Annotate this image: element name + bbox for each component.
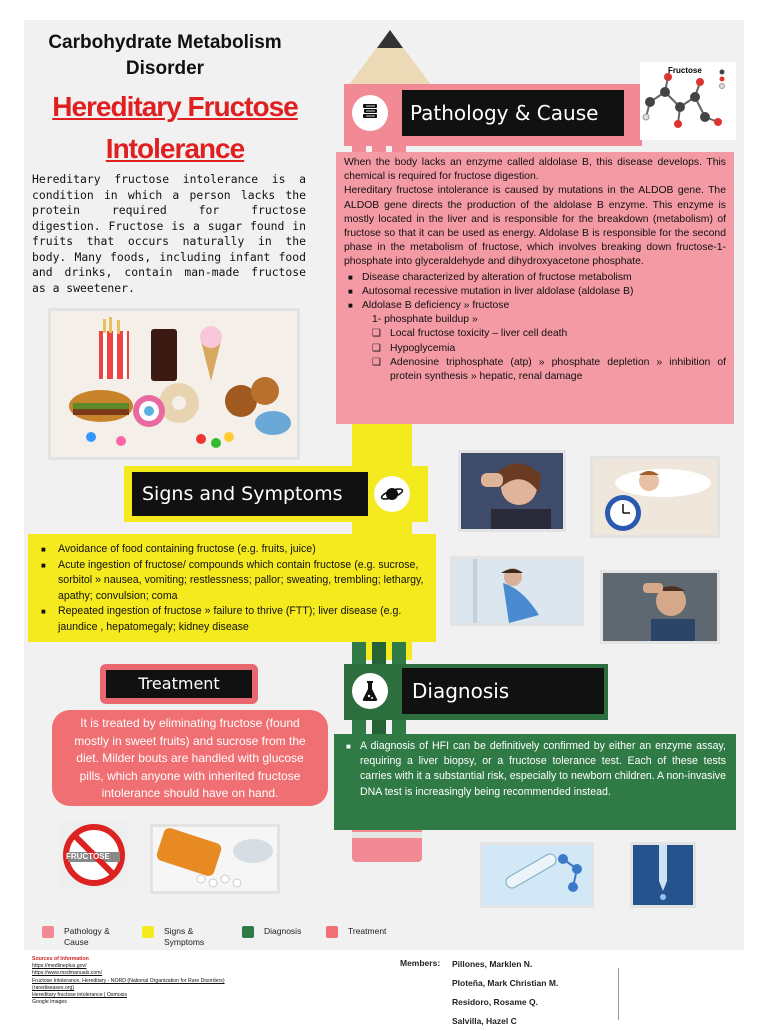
list-item: ■ Acute ingestion of fructose/ compounds which contain fructose (e.g. sucrose, sorbitol » nausea, vomiting; restlessness; pallor; sweating, trembling; lethargy, apathy; convulsion; coma	[38, 558, 426, 605]
list-item: 1- phosphate buildup »	[372, 314, 478, 326]
diagnosis-content	[334, 734, 736, 830]
page-subtitle: Hereditary Fructose Intolerance	[52, 91, 298, 164]
source-link[interactable]: Fructose Intolerance, Hereditary - NORD (National Organization for Rare Disorders) (rarediseases.org)	[32, 977, 225, 991]
diagnosis-title: Diagnosis	[402, 668, 604, 714]
source-link[interactable]: Hereditary fructose intolerance | Osmosis	[32, 992, 128, 999]
pathology-bullet-list	[344, 271, 726, 385]
checklist-item: ❑ Adenosine triphosphate (atp) » phosphate depletion » inhibition of protein synthesis » hepatic, renal damage	[344, 356, 726, 384]
source-link[interactable]: https://medlineplus.gov/	[32, 963, 87, 970]
no-fructose-sign	[60, 822, 128, 888]
members-label: Members:	[400, 958, 441, 968]
pencil-lead	[377, 30, 403, 48]
signs-content	[28, 534, 436, 642]
members-list	[452, 955, 558, 1031]
legend-item-treatment	[326, 926, 426, 938]
members-divider	[618, 968, 619, 1020]
signs-bullet-list	[38, 542, 426, 636]
pipette-photo	[630, 842, 696, 908]
list-item: ■ Repeated ingestion of fructose » failure to thrive (FTT); liver disease (e.g. jaundice , hepatomegaly; kidney disease	[38, 604, 426, 635]
list-item: ■ Autosomal recessive mutation in liver aldolase (aldolase B)	[344, 285, 726, 299]
source-text: Google images	[32, 999, 67, 1006]
legend-item-signs	[142, 926, 242, 948]
checklist-item: ❑ Local fructose toxicity – liver cell death	[344, 327, 726, 341]
legend-item-pathology	[42, 926, 142, 948]
legend-label: Pathology & Cause	[64, 926, 110, 947]
member-name: Ploteña, Mark Christian M.	[452, 978, 559, 988]
planet-icon	[374, 476, 410, 512]
pathology-paragraph-1: When the body lacks an enzyme called aldolase B, this disease develops. This chemical is required for fructose digestion.	[344, 157, 726, 183]
page-title: Carbohydrate Metabolism Disorder	[48, 32, 282, 79]
list-item: ■ Aldolase B deficiency » fructose	[344, 299, 726, 313]
source-link[interactable]: https://www.msdmanuals.com/	[32, 970, 103, 977]
diagnosis-bullet-list	[344, 739, 726, 800]
legend-label: Signs & Symptoms	[164, 926, 205, 947]
flask-icon	[352, 673, 388, 709]
glucose-pills-photo	[150, 824, 280, 894]
legend-swatch-treatment	[326, 926, 338, 938]
molecule-label: Fructose	[668, 66, 702, 75]
member-name: Salvilla, Hazel C	[452, 1016, 517, 1026]
legend-label: Treatment	[348, 926, 387, 936]
list-item: ■ Avoidance of food containing fructose (e.g. fruits, juice)	[38, 542, 426, 558]
legend-label: Diagnosis	[264, 926, 302, 936]
pathology-title: Pathology & Cause	[402, 90, 624, 136]
sources-heading: Sources of Information	[32, 956, 89, 962]
no-fructose-label: FRUCTOSE	[66, 852, 110, 861]
intro-paragraph: Hereditary fructose intolerance is a condition in which a person lacks the protein required for fructose digestion. Fructose is a sugar found in fruits that occurs naturally in the body. Many foods, including infant food and drinks, contain man-made fructose as a sweetener.	[32, 172, 306, 295]
fructose-molecule-image	[640, 62, 736, 140]
list-item: ■ Disease characterized by alteration of fructose metabolism	[344, 271, 726, 285]
book-stack-icon	[352, 95, 388, 131]
sleeping-alarm-photo	[590, 456, 720, 538]
legend-swatch-signs	[142, 926, 154, 938]
member-name: Pillones, Marklen N.	[452, 959, 533, 969]
tired-man-photo	[600, 570, 720, 644]
pathology-content	[336, 152, 734, 424]
treatment-title: Treatment	[106, 670, 252, 698]
pencil-ferrule-band	[352, 832, 422, 838]
junk-food-photo	[48, 308, 300, 460]
sources-list	[32, 956, 252, 1006]
legend-swatch-diagnosis	[242, 926, 254, 938]
signs-title: Signs and Symptoms	[132, 472, 368, 516]
checklist-item: ❑ Hypoglycemia	[344, 342, 726, 356]
nausea-woman-photo	[450, 556, 584, 626]
member-name: Residoro, Rosame Q.	[452, 997, 538, 1007]
pathology-paragraph-2: Hereditary fructose intolerance is caused by mutations in the ALDOB gene. The ALDOB gene directs the production of the aldolase B enzyme. This enzyme is mostly located in the liver and is responsible for the breakdown (metabolism) of fructose so that it can be used as energy. Aldolase B is responsible for the second phase in the metabolism of fructose, which involves breaking down fructose-1-phosphate into glyceraldehyde and dihydroxyacetone phosphate.	[344, 185, 726, 268]
list-item: ■ A diagnosis of HFI can be definitively confirmed by either an enzyme assay, requiring a liver biopsy, or a fructose tolerance test. Each of these tests carries with it a substantial risk, especially to newborn children. A non-invasive DNA test is increasingly being recommended instead.	[344, 739, 726, 800]
headache-woman-photo	[458, 450, 566, 532]
lab-test-tube-photo	[480, 842, 594, 908]
legend-swatch-pathology	[42, 926, 54, 938]
treatment-text: It is treated by eliminating fructose (found mostly in sweet fruits) and sucrose from the diet. Milder bouts are handled with glucose pills, which anyone with inherited fructose intolerance should have on hand.	[52, 710, 328, 806]
